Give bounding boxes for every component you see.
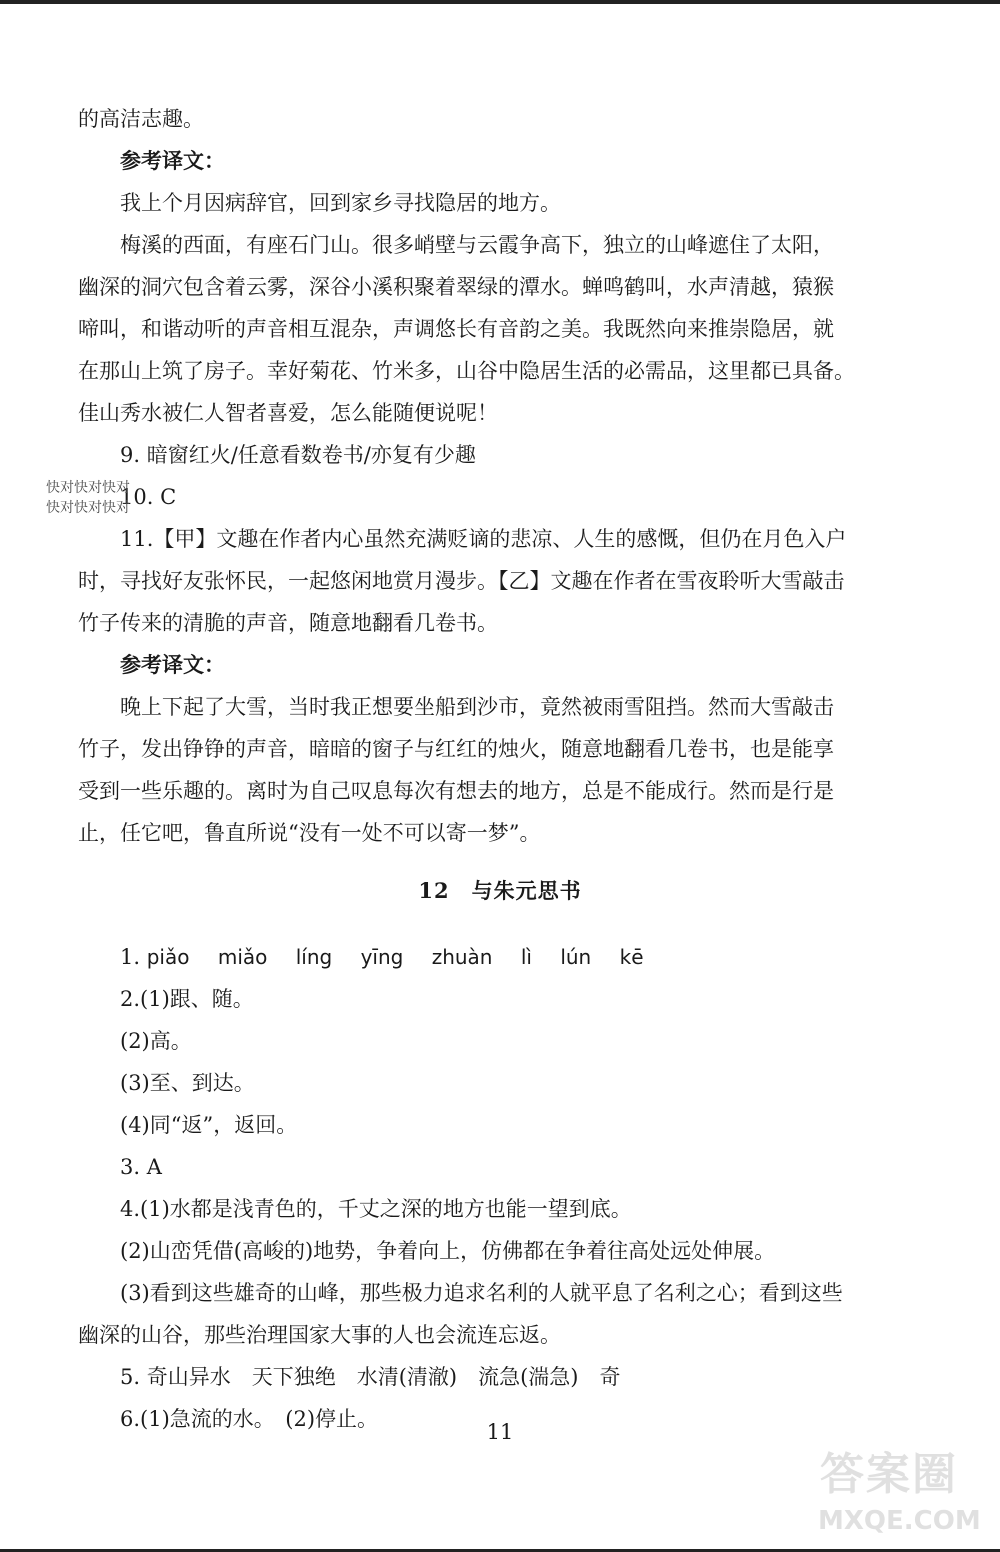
- answer-line: (4)同“返”，返回。: [120, 1113, 298, 1137]
- section-title: [0, 875, 1000, 905]
- pinyin-list: [147, 945, 666, 969]
- text-line: 在那山上筑了房子。幸好菊花、竹米多，山谷中隐居生活的必需品，这里都已具备。: [78, 359, 855, 383]
- answer-number: 1.: [120, 945, 141, 969]
- pinyin-item: zhuàn: [431, 945, 493, 969]
- text-line: 的高洁志趣。: [78, 107, 204, 131]
- pinyin-item: miǎo: [217, 945, 268, 969]
- answer-line: (2)高。: [120, 1029, 192, 1053]
- answer-line: 10. C: [120, 485, 177, 509]
- logo-domain: MXQE.COM: [818, 1506, 981, 1536]
- answer-line: 5. 奇山异水 天下独绝 水清(清澈) 流急(湍急) 奇: [120, 1365, 621, 1389]
- pinyin-item: lún: [560, 945, 592, 969]
- section-number: 12: [418, 878, 450, 903]
- text-line: 受到一些乐趣的。离时为自己叹息每次有想去的地方，总是不能成行。然而是行是: [78, 779, 834, 803]
- text-line: 竹子，发出铮铮的声音，暗暗的窗子与红红的烛火，随意地翻看几卷书，也是能享: [78, 737, 834, 761]
- answer-line: (3)看到这些雄奇的山峰，那些极力追求名利的人就平息了名利之心；看到这些: [120, 1281, 843, 1305]
- answer-line-pinyin: [78, 936, 920, 978]
- answer-line: (3)至、到达。: [120, 1071, 255, 1095]
- text-line: 啼叫，和谐动听的声音相互混杂，声调悠长有音韵之美。我既然向来推崇隐居，就: [78, 317, 834, 341]
- watermark-line: 快对快对快对: [46, 480, 130, 496]
- text-line: 竹子传来的清脆的声音，随意地翻看几卷书。: [78, 611, 498, 635]
- logo-text: 答案圈: [820, 1449, 958, 1500]
- pinyin-item: piǎo: [146, 945, 190, 969]
- text-line: 时，寻找好友张怀民，一起悠闲地赏月漫步。【乙】文趣在作者在雪夜聆听大雪敲击: [78, 569, 845, 593]
- answer-line: 3. A: [120, 1155, 162, 1179]
- answer-line: 6.(1)急流的水。 (2)停止。: [120, 1407, 379, 1431]
- page-top-border: [0, 0, 1000, 4]
- page-content: [78, 98, 920, 854]
- watermark-line: 快对快对快对: [46, 500, 130, 516]
- text-line: 晚上下起了大雪，当时我正想要坐船到沙市，竟然被雨雪阻挡。然而大雪敲击: [120, 695, 834, 719]
- pinyin-item: yīng: [360, 945, 404, 969]
- watermark-overlay: [46, 478, 130, 518]
- answer-line: (2)山峦凭借(高峻的)地势，争着向上，仿佛都在争着往高处远处伸展。: [120, 1239, 776, 1263]
- text-line: 佳山秀水被仁人智者喜爱，怎么能随便说呢！: [78, 401, 498, 425]
- reference-translation-heading: 参考译文：: [120, 148, 225, 173]
- reference-translation-heading: 参考译文：: [120, 652, 225, 677]
- answers-block: [78, 936, 920, 1440]
- pinyin-item: kē: [619, 945, 644, 969]
- answer-line: 4.(1)水都是浅青色的，千丈之深的地方也能一望到底。: [120, 1197, 632, 1221]
- answer-line: 9. 暗窗红火/任意看数卷书/亦复有少趣: [120, 443, 476, 467]
- answer-line: 11.【甲】文趣在作者内心虽然充满贬谪的悲凉、人生的感慨，但仍在月色入户: [120, 527, 847, 551]
- section-name: 与朱元思书: [471, 878, 582, 903]
- site-logo: [810, 1434, 990, 1544]
- answer-line: 2.(1)跟、随。: [120, 987, 254, 1011]
- text-line: 梅溪的西面，有座石门山。很多峭壁与云霞争高下，独立的山峰遮住了太阳，: [120, 233, 834, 257]
- text-line: 我上个月因病辞官，回到家乡寻找隐居的地方。: [120, 191, 561, 215]
- page-number: 11: [486, 1420, 514, 1444]
- text-line: 幽深的洞穴包含着云雾，深谷小溪积聚着翠绿的潭水。蝉鸣鹤叫，水声清越，猿猴: [78, 275, 834, 299]
- pinyin-item: líng: [295, 945, 333, 969]
- pinyin-item: lì: [520, 945, 532, 969]
- text-line: 止，任它吧，鲁直所说“没有一处不可以寄一梦”。: [78, 821, 541, 845]
- answer-line: 幽深的山谷，那些治理国家大事的人也会流连忘返。: [78, 1323, 561, 1347]
